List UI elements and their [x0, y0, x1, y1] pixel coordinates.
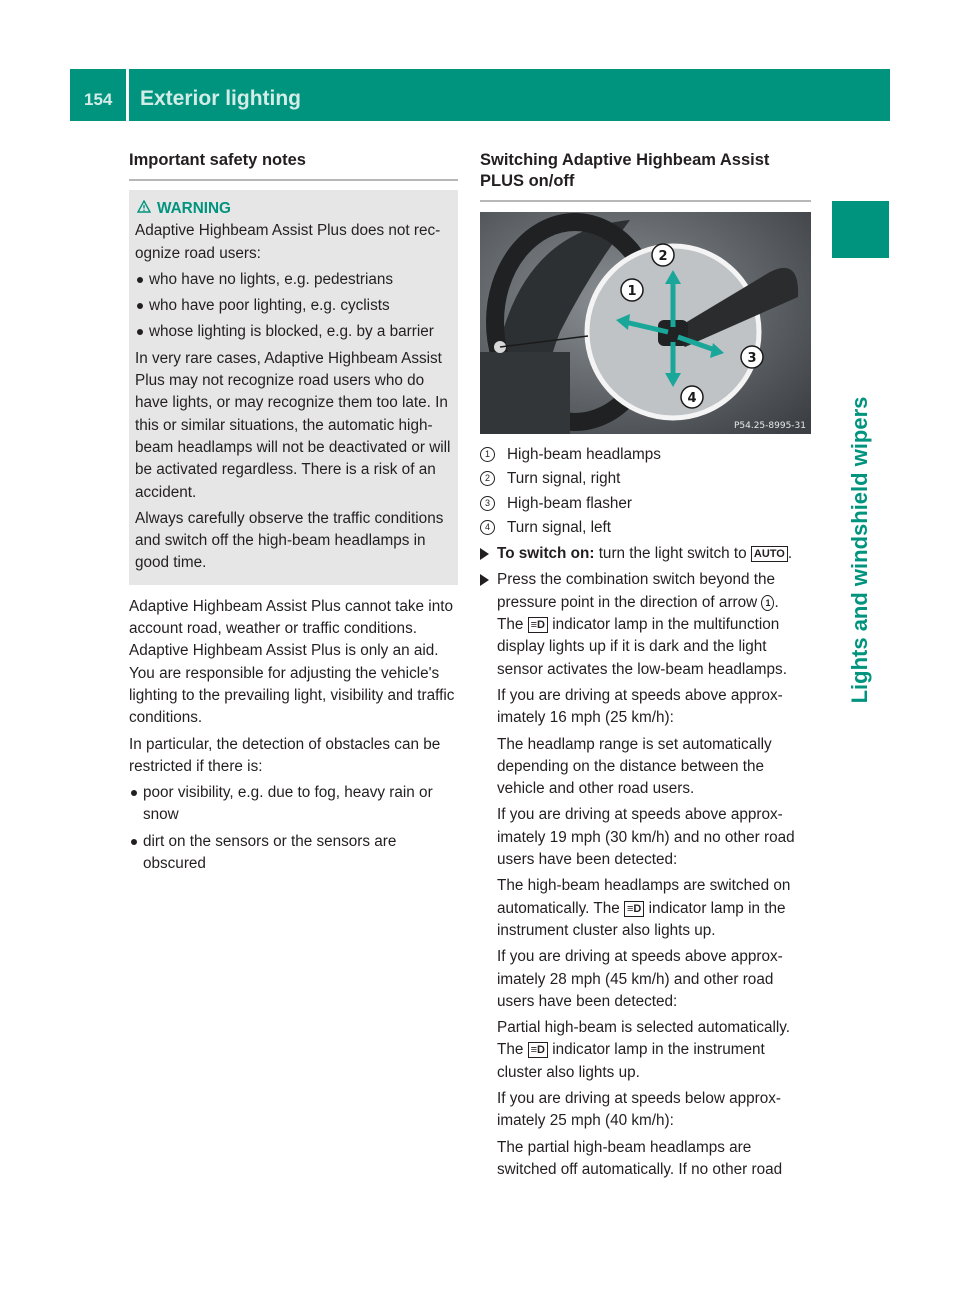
legend-item: 3 High-beam flasher	[480, 493, 811, 515]
warning-bullet: who have no lights, e.g. pedestrians	[135, 269, 452, 291]
page-number: 154	[84, 90, 113, 109]
callout-2: 2	[658, 249, 668, 264]
body-paragraph: If you are driving at speeds above approximately 28 mph (45 km/h) and other road users have been detected:	[497, 948, 783, 1010]
legend-item: 2 Turn signal, right	[480, 468, 811, 490]
warning-title: WARNING	[137, 198, 452, 220]
body-paragraph: Partial high-beam is selected automatically. The ≡D indicator lamp in the instrument cluster also lights up.	[497, 1019, 791, 1081]
legend-item: 1 High-beam headlamps	[480, 444, 811, 466]
warning-box	[129, 190, 458, 585]
step-arrow-icon	[480, 574, 489, 586]
body-paragraph: The headlamp range is set automatically depending on the distance between the vehicle and other road users.	[497, 735, 772, 798]
body-paragraph: If you are driving at speeds above approximately 19 mph (30 km/h) and no other road users have been detected:	[497, 806, 795, 869]
chapter-title: Lights and windshield wipers	[847, 396, 872, 704]
step-continuation: The ≡D indicator lamp in the multifunction display lights up if it is dark and the light sensor activates the low-beam headlamps.	[497, 616, 787, 678]
list-item: dirt on the sensors or the sensors are obscured	[129, 831, 458, 876]
left-column	[129, 150, 458, 879]
safety-notes-heading: Important safety notes	[129, 150, 458, 181]
warning-paragraph: Always carefully observe the traffic conditions and switch off the high-beam headlamps in good time.	[135, 509, 444, 572]
header-divider	[126, 69, 129, 121]
instruction-step: Press the combination switch beyond the pressure point in the direction of arrow 1 .	[480, 569, 811, 614]
warning-triangle-icon	[137, 198, 153, 220]
switching-heading: Switching Adaptive Highbeam Assist PLUS on/off	[480, 150, 811, 202]
arrow-reference: 1	[761, 595, 774, 611]
auto-switch-symbol: AUTO	[751, 546, 788, 562]
legend-item: 4 Turn signal, left	[480, 517, 811, 539]
body-paragraph: In particular, the detection of obstacles can be restricted if there is:	[129, 735, 441, 775]
body-paragraph: If you are driving at speeds above approximately 16 mph (25 km/h):	[497, 686, 783, 727]
callout-1: 1	[627, 284, 637, 299]
image-caption: P54.25-8995-31	[733, 421, 806, 431]
body-paragraph: If you are driving at speeds below approximately 25 mph (40 km/h):	[497, 1090, 782, 1130]
highbeam-assist-indicator-icon: ≡D	[528, 617, 548, 633]
chapter-tab	[832, 201, 889, 258]
warning-bullet: who have poor lighting, e.g. cyclists	[135, 295, 452, 317]
combination-switch-illustration	[480, 212, 811, 434]
right-column	[480, 150, 811, 1185]
list-item: poor visibility, e.g. due to fog, heavy rain or snow	[129, 782, 458, 827]
warning-intro: Adaptive Highbeam Assist Plus does not recognize road users:	[135, 222, 441, 262]
callout-3: 3	[747, 351, 757, 366]
step-arrow-icon	[480, 548, 489, 560]
body-paragraph: The high-beam headlamps are switched on automatically. The ≡D indicator lamp in the instrument cluster also lights up.	[497, 877, 791, 939]
body-paragraph: Adaptive Highbeam Assist Plus cannot take into account road, weather or traffic conditions. Adaptive Highbeam Assist Plus is only an aid. You are responsible for adjusting the vehicle's lighting to the prevailing light, visibility and traffic conditions.	[129, 597, 455, 727]
section-title: Exterior lighting	[140, 87, 302, 110]
highbeam-indicator-icon: ≡D	[528, 1042, 548, 1058]
instruction-step: To switch on: turn the light switch to AUTO .	[480, 543, 811, 565]
body-paragraph: The partial high-beam headlamps are switched off automatically. If no other road	[497, 1138, 783, 1178]
highbeam-indicator-icon: ≡D	[624, 901, 644, 917]
warning-paragraph: In very rare cases, Adaptive Highbeam Assist Plus may not recognize road users who do have lights, or may recognize them too late. In this or similar situations, the automatic high-beam headlamps will not be deactivated or will be activated regardless. There is a risk of an accident.	[135, 349, 451, 501]
callout-4: 4	[687, 391, 697, 406]
warning-bullet: whose lighting is blocked, e.g. by a barrier	[135, 321, 452, 343]
